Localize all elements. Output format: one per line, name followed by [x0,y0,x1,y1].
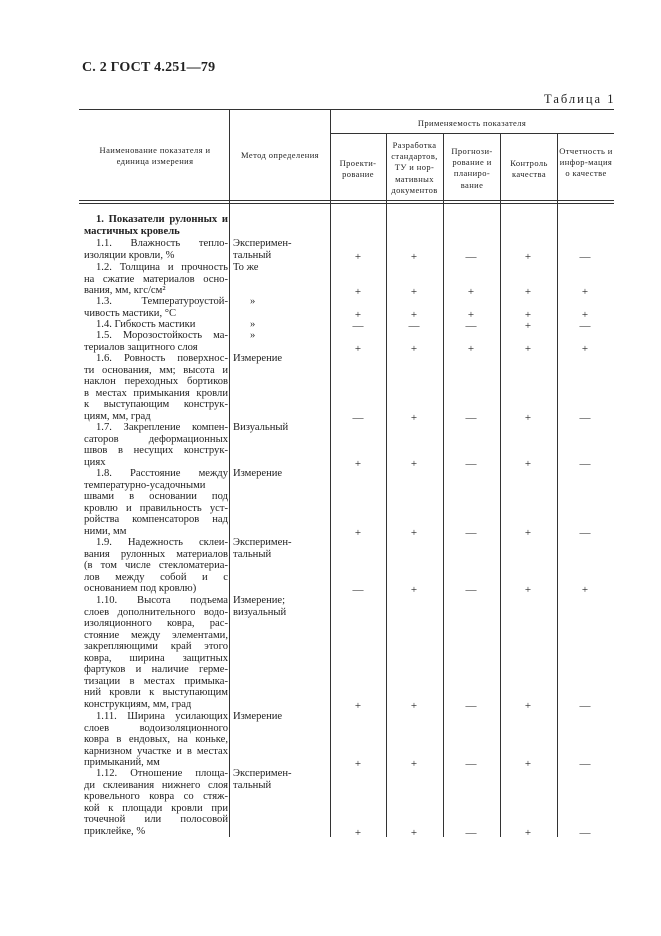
applicability-mark: + [354,457,362,470]
applicability-mark: + [524,758,532,770]
row-name-line: 1.4. Гибкость мастики [96,319,196,330]
row-name-line: примыканий, мм [84,757,160,768]
row-name-line: 1.9. Надежность склеи- [96,537,228,548]
applicability-mark: — [465,584,477,596]
applicability-mark: + [524,826,532,839]
row-name-line: наклон переходных бортиков [84,376,228,387]
header-bottom-rule-2 [79,203,614,204]
applicability-mark: + [410,457,418,470]
applicability-mark: + [410,286,418,298]
header-col-quality: Контроль качества [510,158,548,180]
column-divider [557,133,558,837]
row-name-line: на сжатие материалов осно- [84,273,228,285]
header-method: Метод определения [241,150,319,160]
applicability-mark: + [524,526,532,539]
applicability-mark: + [354,308,362,321]
column-divider [386,133,387,837]
applicability-mark: + [354,526,362,539]
row-name-line: в местах примыкания кровли [84,387,228,399]
row-name-line: тизации в местах примыка- [84,675,228,687]
row-name-line: 1.2. Толщина и прочность [96,262,228,273]
row-name-line: ти основания, мм; высота и [84,364,228,376]
row-name-line: изоляции кровли, % [84,249,175,261]
row-name-line: стояние между элементами, [84,629,228,641]
row-name-line: 1.5. Морозостойкость ма- [96,330,228,341]
applicability-mark: + [410,526,418,539]
header-col-design: Проекти-рование [339,158,377,180]
applicability-mark: + [410,699,418,712]
applicability-mark: + [524,584,532,596]
table-top-rule [79,109,614,110]
row-name-line: температурно-усадочными [84,479,206,491]
row-name-line: териалов защитного слоя [84,341,198,353]
row-name-line: точечной или полосовой [84,814,228,825]
row-name-line: 1.10. Высота подъема [96,595,228,606]
column-divider [443,133,444,837]
applicability-mark: + [524,457,532,470]
applicability-mark: + [524,699,532,712]
applicability-mark: + [410,250,418,263]
row-name-line: чивость мастики, °С [84,307,177,319]
row-name-line: циям, мм, град [84,410,151,422]
column-divider [330,109,331,837]
applicability-mark: — [465,320,477,332]
row-method: Эксперимен- [233,238,292,249]
applicability-mark: + [467,286,475,298]
applicability-mark: + [581,308,589,321]
applicability-mark: — [579,411,591,424]
applicability-mark: — [579,758,591,770]
row-method: тальный [233,548,272,560]
row-name-line: лов между собой и с [84,571,228,583]
applicability-mark: — [579,320,591,332]
column-divider [229,109,230,837]
applicability-mark: — [465,699,477,712]
row-name-line: 1.7. Закрепление компен- [96,422,228,433]
applicability-mark: + [524,308,532,321]
table-caption: Таблица 1 [544,92,616,106]
row-method: » [250,319,256,330]
applicability-mark: + [410,308,418,321]
row-name-line: ними, мм [84,525,127,537]
row-name-line: слоев водоизоляционного [84,722,228,734]
row-name-line: швов в несущих конструк- [84,445,228,456]
applicability-mark: + [354,758,362,770]
row-name-line: ди склеивания нижнего слоя [84,779,228,791]
row-name-line: 1.11. Ширина усилающих [96,711,228,722]
row-name-line: конструкциям, мм, град [84,698,192,710]
applicability-mark: — [465,758,477,770]
row-method: Измерение [233,711,283,722]
row-name-line: кой к площади кровли при [84,802,228,814]
row-method: визуальный [233,606,287,618]
row-method: Эксперимен- [233,768,292,779]
row-name-line: приклейке, % [84,825,146,837]
header-bottom-rule [79,200,614,201]
applicability-mark: — [465,526,477,539]
applicability-mark: + [354,826,362,839]
header-col-forecast: Прогнози-рование и планиро-вание [451,146,493,190]
applicability-mark: — [579,826,591,839]
applicability-mark: — [579,250,591,263]
section-title: 1. Показатели рулонных и мастичных кровель [84,214,228,237]
row-method: Измерение; [233,595,286,606]
header-applicability: Применяемость показателя [417,118,527,128]
row-method: тальный [233,779,272,791]
row-name-line: ковра, ширина защитных [84,652,228,664]
row-name-line: карнизном участке и в местах [84,745,228,757]
applicability-mark: + [354,342,362,355]
row-name-line: кровельного ковра со стяж- [84,791,228,802]
applicability-mark: + [581,584,589,596]
applicability-mark: + [354,250,362,263]
page-header: С. 2 ГОСТ 4.251—79 [82,60,216,75]
applicability-mark: + [524,342,532,355]
row-method: Эксперимен- [233,537,292,548]
row-name-line: 1.6. Ровность поверхнос- [96,353,228,364]
row-method: Измерение [233,353,283,364]
applicability-mark: — [465,250,477,263]
row-name-line: ний кровли к выступающим [84,687,228,698]
applicability-mark: + [410,758,418,770]
row-name-line: слоев дополнительного водо- [84,606,228,618]
applicability-mark: + [467,342,475,355]
row-name-line: вания рулонных материалов [84,548,228,560]
applicability-rule [330,133,614,134]
row-name-line: 1.1. Влажность тепло- [96,238,228,249]
row-name-line: циях [84,456,106,468]
applicability-mark: + [410,411,418,424]
applicability-mark: + [524,411,532,424]
row-name-line: основанием под кровлю) [84,583,197,594]
row-name-line: к выступающим конструк- [84,399,228,410]
row-name-line: ковра в ендовых, на коньке, [84,734,228,745]
row-name-line: 1.8. Расстояние между [96,468,228,479]
applicability-mark: — [408,320,420,332]
column-divider [500,133,501,837]
applicability-mark: + [524,320,532,332]
applicability-mark: — [352,584,364,596]
row-method: Визуальный [233,422,289,433]
row-name-line: саторов деформационных [84,433,228,445]
applicability-mark: — [579,526,591,539]
row-name-line: изоляционного ковра, рас- [84,618,228,629]
row-name-line: 1.12. Отношение площа- [96,768,228,779]
row-name-line: закрепляющими край этого [84,641,228,652]
applicability-mark: + [354,286,362,298]
row-name-line: швами в основании под [84,491,228,502]
row-name-line: вания, мм, кгс/см² [84,285,166,296]
applicability-mark: + [467,308,475,321]
applicability-mark: + [354,699,362,712]
row-name-line: 1.3. Температуроустой- [96,296,228,307]
applicability-mark: — [465,457,477,470]
applicability-mark: + [581,342,589,355]
header-col-reporting: Отчетность и инфор-мация о качестве [559,146,613,179]
row-method: То же [233,262,259,273]
row-name-line: кровлю и правильность уст- [84,502,228,514]
applicability-mark: — [352,411,364,424]
applicability-mark: — [579,699,591,712]
row-name-line: фартуков и наличие герме- [84,664,228,675]
header-col-standards: Разработка стандартов, ТУ и нор-мативных документов [391,140,438,195]
row-method: » [250,296,256,307]
row-method: » [250,330,256,341]
row-method: тальный [233,249,272,261]
applicability-mark: — [579,457,591,470]
applicability-mark: — [352,320,364,332]
row-name-line: (в том числе стекломатериа- [84,560,228,571]
applicability-mark: + [524,250,532,263]
applicability-mark: + [524,286,532,298]
applicability-mark: + [581,286,589,298]
applicability-mark: — [465,826,477,839]
applicability-mark: + [410,826,418,839]
row-method: Измерение [233,468,283,479]
row-name-line: ройства компенсаторов над [84,514,228,525]
applicability-mark: — [465,411,477,424]
applicability-mark: + [410,342,418,355]
applicability-mark: + [410,584,418,596]
header-name: Наименование показателя и единица измерения [99,145,211,167]
